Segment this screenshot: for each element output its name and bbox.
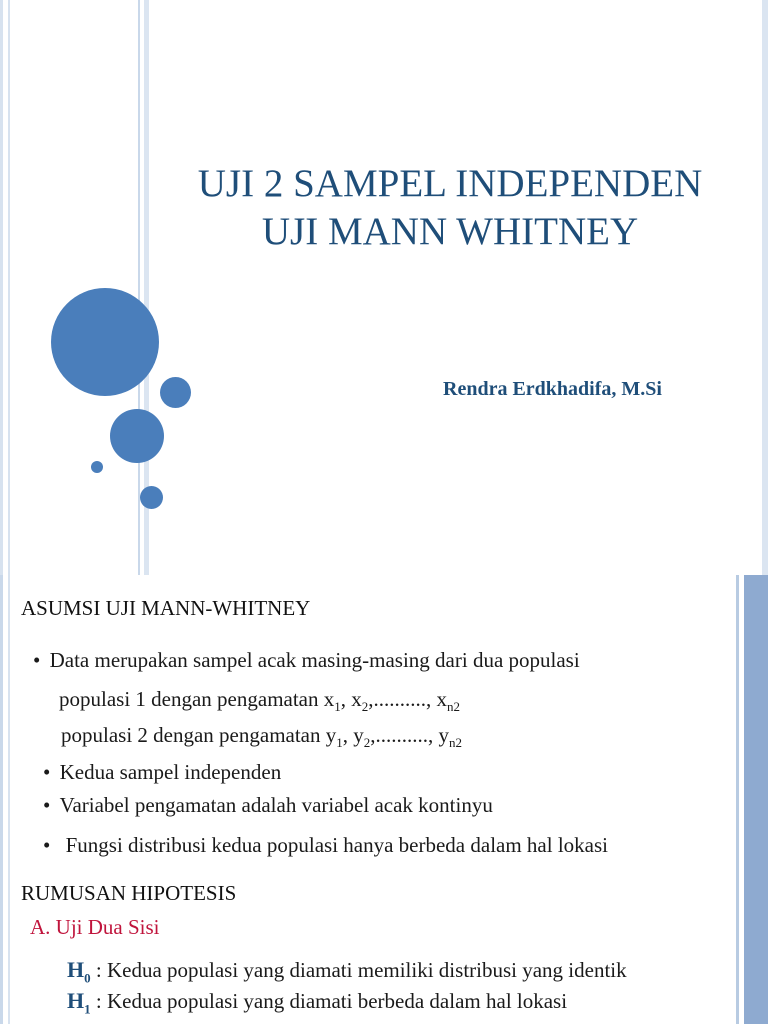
h1-letter: H — [67, 988, 85, 1013]
content-slide — [0, 575, 768, 1024]
h1-text: : Kedua populasi yang diamati berbeda dalam hal lokasi — [95, 989, 568, 1013]
subscript: 2 — [361, 699, 369, 715]
subscript: 1 — [336, 735, 343, 751]
separator: , x — [340, 687, 362, 711]
slide-title — [150, 160, 750, 256]
list-item — [43, 793, 493, 818]
bullet-text: Variabel pengamatan adalah variabel acak kontinyu — [59, 793, 493, 817]
bullet-text: Data merupakan sampel acak masing-masing dari dua populasi — [49, 648, 580, 672]
population-1-label: populasi 1 dengan pengamatan x — [59, 687, 335, 711]
bullet: • — [43, 793, 51, 817]
decor-line — [138, 0, 140, 575]
author-name: Rendra Erdkhadifa, M.Si — [443, 378, 662, 400]
h1-symbol — [67, 988, 91, 1017]
subscript: n2 — [449, 735, 463, 751]
list-item — [43, 760, 281, 785]
decor-circle — [140, 486, 163, 509]
list-item — [43, 833, 608, 858]
title-line-2: UJI MANN WHITNEY — [261, 210, 639, 253]
bullet: • — [43, 760, 51, 784]
heading-rumusan: RUMUSAN HIPOTESIS — [21, 881, 237, 905]
bullet: • — [33, 648, 41, 672]
separator: ,.........., x — [368, 687, 448, 711]
separator: ,.........., y — [370, 723, 450, 747]
decor-line — [0, 0, 3, 575]
title-line-1: UJI 2 SAMPEL INDEPENDEN — [197, 162, 703, 205]
h1-subscript: 1 — [84, 1001, 91, 1017]
decor-line — [762, 0, 768, 575]
heading-asumsi: ASUMSI UJI MANN-WHITNEY — [21, 596, 311, 620]
decor-line — [736, 575, 739, 1024]
hypothesis-h1 — [67, 988, 567, 1017]
bullet: • — [43, 833, 51, 857]
decor-circle — [91, 461, 103, 473]
population-2-label: populasi 2 dengan pengamatan y — [61, 723, 337, 747]
h0-subscript: 0 — [84, 970, 91, 986]
subscript: n2 — [447, 699, 461, 715]
decor-line — [0, 575, 3, 1024]
decor-circle-large — [51, 288, 159, 396]
separator: , y — [342, 723, 364, 747]
subscript: 2 — [363, 735, 371, 751]
bullet-text: Kedua sampel independen — [59, 760, 282, 784]
subscript: 1 — [334, 699, 341, 715]
h0-letter: H — [67, 957, 85, 982]
population-2-line — [61, 723, 462, 751]
decor-line — [744, 575, 768, 1024]
decor-circle — [110, 409, 164, 463]
subheading-uji-dua-sisi: A. Uji Dua Sisi — [30, 915, 160, 939]
list-item — [33, 648, 580, 673]
h0-text: : Kedua populasi yang diamati memiliki distribusi yang identik — [95, 958, 627, 982]
hypothesis-h0 — [67, 957, 627, 986]
decor-line — [8, 575, 10, 1024]
population-1-line — [59, 687, 460, 715]
decor-line — [8, 0, 10, 575]
decor-circle — [160, 377, 191, 408]
bullet-text: Fungsi distribusi kedua populasi hanya berbeda dalam hal lokasi — [65, 833, 608, 857]
h0-symbol — [67, 957, 91, 986]
